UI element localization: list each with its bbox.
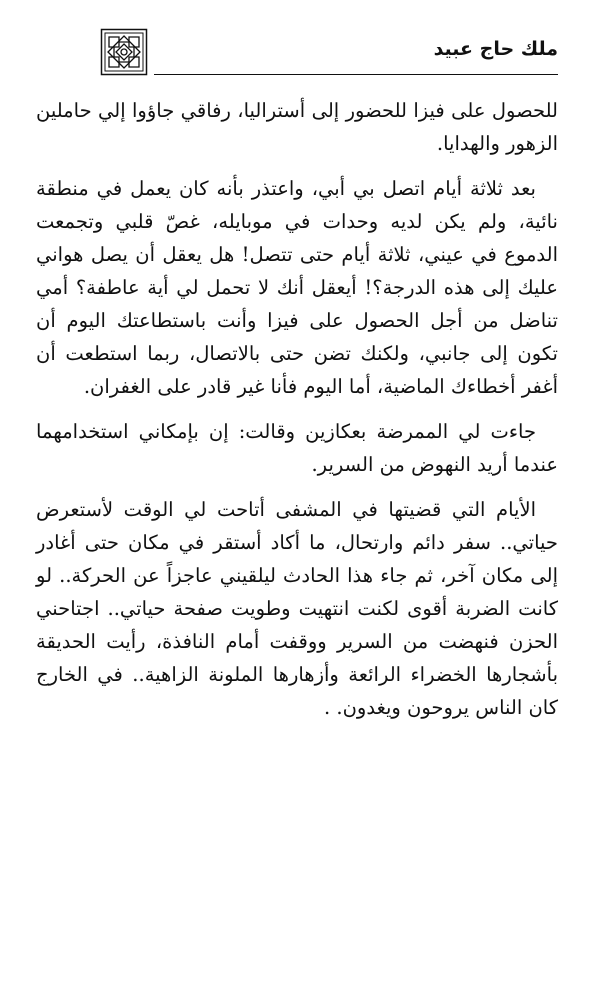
paragraph: الأيام التي قضيتها في المشفى أتاحت لي الوقت لأستعرض حياتي.. سفر دائم وارتحال، ما أكاد أستقر في مكان حتى أغادر إلى مكان آخر، ثم جاء هذا الحادث ليلقيني عاجزاً عن الحركة.. لو كانت الضربة أقوى لكنت انتهيت وطويت صفحة حياتي.. اجتاحني الحزن فنهضت من السرير ووقفت أمام النافذة، رأيت الحديقة بأشجارها الخضراء الرائعة وأزهارها الملونة الزاهية.. في الخارج كان الناس يروحون ويغدون. .: [36, 498, 558, 719]
body-text: [36, 94, 558, 736]
header-rule: [154, 74, 558, 75]
knot-ornament-icon: [100, 28, 148, 76]
author-name: ملك حاج عبيد: [433, 38, 558, 60]
paragraph: بعد ثلاثة أيام اتصل بي أبي، واعتذر بأنه كان يعمل في منطقة نائية، ولم يكن لديه وحدات في موبايله، غصّ قلبي وتجمعت الدموع في عيني، ثلاثة أيام حتى تتصل! هل يعقل أن يصل هواني عليك إلى هذه الدرجة؟! أيعقل أنك لا تحمل لي أية عاطفة؟ أمي تناضل من أجل الحصول على فيزا وأنت باستطاعتك اليوم أن تكون إلى جانبي، ولكنك تضن حتى بالاتصال، ربما استطعت أن أغفر أخطاءك الماضية، أما اليوم فأنا غير قادر على الغفران.: [36, 177, 558, 398]
paragraph: جاءت لي الممرضة بعكازين وقالت: إن بإمكاني استخدامهما عندما أريد النهوض من السرير.: [36, 420, 558, 476]
paragraph: للحصول على فيزا للحضور إلى أستراليا، رفاقي جاؤوا إلي حاملين الزهور والهدايا.: [36, 99, 558, 155]
page-header: [100, 28, 558, 76]
